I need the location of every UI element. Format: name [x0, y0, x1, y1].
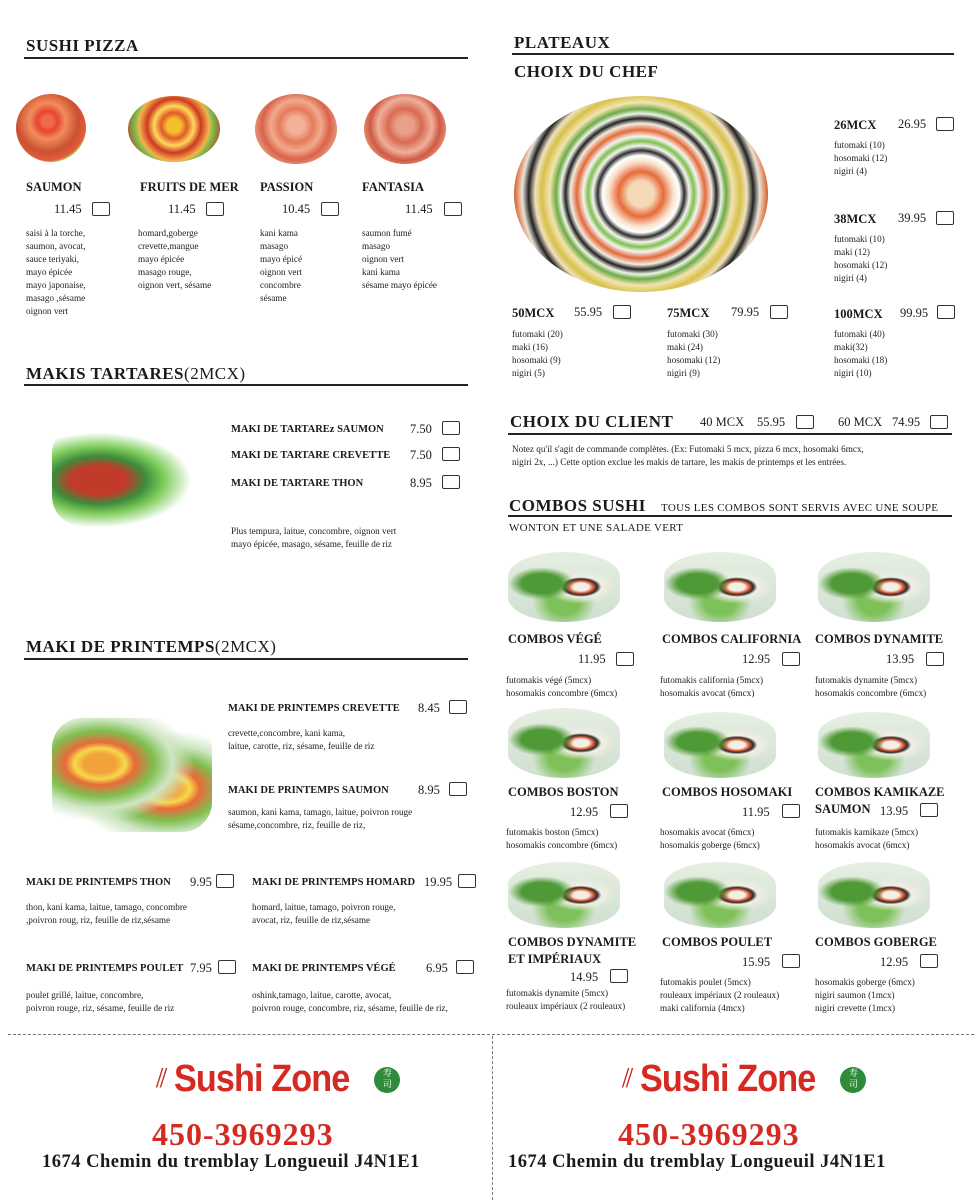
choix-client-rule	[508, 433, 952, 435]
sushi-pizza-title: SUSHI PIZZA	[26, 36, 139, 55]
coupon-right-logo	[622, 1058, 866, 1101]
printemps-homard-checkbox[interactable]	[458, 874, 476, 888]
maki-printemps-rule	[24, 658, 468, 660]
pizza-fruits-de-mer-image	[128, 96, 220, 162]
choix-client-opt1-checkbox[interactable]	[796, 415, 814, 429]
combos-rule	[508, 515, 952, 517]
choix-client-note: Notez qu'il s'agit de commande complètes. (Ex: Futomaki 5 mcx, pizza 6 mcx, hosomaki 6mcx, nigiri 2x, ...) Cette option exclue les makis de tartare, les makis de printemps et les entrées.	[512, 444, 864, 467]
printemps-vege-desc: oshink,tamago, laitue, carotte, avocat, poivron rouge, concombre, riz, sésame, feuille de riz,	[252, 990, 448, 1013]
combo-california-name: COMBOS CALIFORNIA	[662, 632, 802, 646]
tartare-saumon-price: 7.50	[410, 422, 432, 436]
pizza-saumon-price: 11.45	[54, 202, 82, 216]
makis-tartares-rule	[24, 384, 468, 386]
pizza-fantasia-name: FANTASIA	[362, 180, 425, 194]
combo-boston-price: 12.95	[570, 805, 599, 819]
combo-boston-desc: futomakis boston (5mcx) hosomakis concombre (6mcx)	[506, 827, 618, 850]
combo-imperiaux-name: COMBOS DYNAMITE	[508, 935, 637, 949]
combo-boston-checkbox[interactable]	[610, 804, 628, 818]
combo-vege-image	[508, 552, 620, 622]
combo-dynamite-name: COMBOS DYNAMITE	[815, 632, 944, 646]
printemps-saumon-checkbox[interactable]	[449, 782, 467, 796]
combo-goberge-price: 12.95	[880, 955, 909, 969]
combo-kamikaze-checkbox[interactable]	[920, 803, 938, 817]
coupon-cut-line	[8, 1034, 974, 1035]
coupon-right-address: 1674 Chemin du tremblay Longueuil J4N1E1	[508, 1152, 886, 1172]
coupon-left-phone: 450-3969293	[152, 1116, 334, 1152]
combo-hosomaki-checkbox[interactable]	[782, 804, 800, 818]
combo-hosomaki-name: COMBOS HOSOMAKI	[662, 785, 793, 799]
plateau-26-checkbox[interactable]	[936, 117, 954, 131]
pizza-fruits-de-mer-name: FRUITS DE MER	[140, 180, 239, 194]
printemps-vege-name: MAKI DE PRINTEMPS VÉGÉ	[252, 963, 396, 974]
maki-printemps-title: MAKI DE PRINTEMPS(2MCX)	[26, 637, 277, 656]
combo-dynamite-desc: futomakis dynamite (5mcx) hosomakis concombre (6mcx)	[815, 675, 927, 698]
combo-goberge-desc: hosomakis goberge (6mcx) nigiri saumon (1mcx) nigiri crevette (1mcx)	[815, 977, 915, 1013]
tartare-crevette-checkbox[interactable]	[442, 447, 460, 461]
tartare-crevette-price: 7.50	[410, 448, 432, 462]
printemps-crevette-checkbox[interactable]	[449, 700, 467, 714]
combo-boston-image	[508, 708, 620, 778]
choix-client-opt2-label: 60 MCX	[838, 415, 883, 429]
pizza-fantasia-price: 11.45	[405, 202, 433, 216]
combo-hosomaki-desc: hosomakis avocat (6mcx) hosomakis goberge (6mcx)	[660, 827, 760, 850]
combo-imperiaux-checkbox[interactable]	[610, 969, 628, 983]
pizza-saumon-name: SAUMON	[26, 180, 82, 194]
tartare-crevette-name: MAKI DE TARTARE CREVETTE	[231, 450, 391, 461]
plateau-100-price: 99.95	[900, 306, 929, 320]
plateau-100-desc: futomaki (40) maki(32) hosomaki (18) nigiri (10)	[834, 329, 888, 378]
pizza-saumon-checkbox[interactable]	[92, 202, 110, 216]
chopsticks-icon: ⫽	[622, 1064, 634, 1094]
printemps-vege-checkbox[interactable]	[456, 960, 474, 974]
combo-hosomaki-price: 11.95	[742, 805, 770, 819]
combo-california-checkbox[interactable]	[782, 652, 800, 666]
pizza-fruits-de-mer-price: 11.45	[168, 202, 196, 216]
choix-client-title: CHOIX DU CLIENT	[510, 412, 674, 431]
brand-name: Sushi Zone	[173, 1058, 349, 1100]
combo-poulet-desc: futomakis poulet (5mcx) rouleaux impériaux (2 rouleaux) maki california (4mcx)	[660, 977, 780, 1013]
plateau-38-checkbox[interactable]	[936, 211, 954, 225]
combo-vege-name: COMBOS VÉGÉ	[508, 632, 602, 646]
plateau-38-desc: futomaki (10) maki (12) hosomaki (12) nigiri (4)	[834, 234, 888, 283]
combo-dynamite-checkbox[interactable]	[926, 652, 944, 666]
printemps-saumon-price: 8.95	[418, 783, 440, 797]
combo-dynamite-price: 13.95	[886, 652, 915, 666]
tartare-desc: Plus tempura, laitue, concombre, oignon vert mayo épicée, masago, sésame, feuille de riz	[231, 526, 397, 549]
combo-kamikaze-name: COMBOS KAMIKAZE	[815, 785, 945, 799]
combo-goberge-image	[818, 862, 930, 928]
plateau-50-checkbox[interactable]	[613, 305, 631, 319]
printemps-homard-name: MAKI DE PRINTEMPS HOMARD	[252, 877, 416, 888]
combo-goberge-checkbox[interactable]	[920, 954, 938, 968]
spring-roll-image	[52, 718, 212, 832]
combo-imperiaux-desc: futomakis dynamite (5mcx) rouleaux impériaux (2 rouleaux)	[506, 988, 626, 1011]
printemps-crevette-name: MAKI DE PRINTEMPS CREVETTE	[228, 703, 400, 714]
plateau-75-desc: futomaki (30) maki (24) hosomaki (12) nigiri (9)	[667, 329, 721, 378]
combo-poulet-price: 15.95	[742, 955, 771, 969]
combo-california-desc: futomakis california (5mcx) hosomakis avocat (6mcx)	[660, 675, 764, 698]
pizza-passion-checkbox[interactable]	[321, 202, 339, 216]
combo-kamikaze-price: 13.95	[880, 804, 909, 818]
choix-client-opt1-label: 40 MCX	[700, 415, 745, 429]
printemps-thon-name: MAKI DE PRINTEMPS THON	[26, 877, 171, 888]
combos-title: COMBOS SUSHI	[509, 496, 646, 515]
combo-california-price: 12.95	[742, 652, 771, 666]
printemps-thon-checkbox[interactable]	[216, 874, 234, 888]
combo-vege-checkbox[interactable]	[616, 652, 634, 666]
tartare-thon-checkbox[interactable]	[442, 475, 460, 489]
choix-client-opt2-price: 74.95	[892, 415, 921, 429]
pizza-passion-name: PASSION	[260, 180, 314, 194]
plateau-50-desc: futomaki (20) maki (16) hosomaki (9) nigiri (5)	[512, 329, 563, 378]
plateaux-title: PLATEAUX	[514, 33, 611, 52]
printemps-poulet-desc: poulet grillé, laitue, concombre, poivron rouge, riz, sésame, feuille de riz	[26, 990, 175, 1013]
pizza-fantasia-image	[364, 94, 446, 164]
combo-imperiaux-name2: ET IMPÉRIAUX	[508, 952, 602, 966]
combo-california-image	[664, 552, 776, 622]
combo-imperiaux-image	[508, 862, 620, 928]
tartare-thon-price: 8.95	[410, 476, 432, 490]
printemps-thon-desc: thon, kani kama, laitue, tamago, concombre ,poivron roug, riz, feuille de riz,sésame	[26, 902, 187, 925]
pizza-saumon-desc: saisi à la torche, saumon, avocat, sauce teriyaki, mayo épicée mayo japonaise, masago ,sésame oignon vert	[26, 228, 86, 316]
combo-vege-price: 11.95	[578, 652, 606, 666]
chopsticks-icon: ⫽	[156, 1064, 168, 1094]
printemps-poulet-price: 7.95	[190, 961, 212, 975]
combo-kamikaze-image	[818, 712, 930, 778]
combo-poulet-image	[664, 862, 776, 928]
printemps-saumon-desc: saumon, kani kama, tamago, laitue, poivron rouge sésame,concombre, riz, feuille de riz,	[228, 807, 413, 830]
printemps-crevette-desc: crevette,concombre, kani kama, laitue, carotte, riz, sésame, feuille de riz	[228, 728, 375, 751]
pizza-fruits-de-mer-checkbox[interactable]	[206, 202, 224, 216]
combo-vege-desc: futomakis végé (5mcx) hosomakis concombre (6mcx)	[506, 675, 618, 698]
printemps-homard-price: 19.95	[424, 875, 453, 889]
tartare-thon-name: MAKI DE TARTARE THON	[231, 478, 364, 489]
combo-dynamite-image	[818, 552, 930, 622]
tartare-saumon-checkbox[interactable]	[442, 421, 460, 435]
sushi-badge-icon: 寿 司	[374, 1067, 400, 1093]
plateau-26-price: 26.95	[898, 117, 927, 131]
combos-title-note2: WONTON ET UNE SALADE VERT	[509, 522, 684, 534]
plateau-100-checkbox[interactable]	[937, 305, 955, 319]
printemps-saumon-name: MAKI DE PRINTEMPS SAUMON	[228, 785, 389, 796]
printemps-crevette-price: 8.45	[418, 701, 440, 715]
combo-imperiaux-price: 14.95	[570, 970, 599, 984]
combo-goberge-name: COMBOS GOBERGE	[815, 935, 937, 949]
printemps-poulet-name: MAKI DE PRINTEMPS POULET	[26, 963, 184, 974]
combo-kamikaze-desc: futomakis kamikaze (5mcx) hosomakis avocat (6mcx)	[815, 827, 919, 850]
combo-poulet-checkbox[interactable]	[782, 954, 800, 968]
brand-name: Sushi Zone	[639, 1058, 815, 1100]
printemps-vege-price: 6.95	[426, 961, 448, 975]
printemps-homard-desc: homard, laitue, tamago, poivron rouge, avocat, riz, feuille de riz,sésame	[252, 902, 396, 925]
plateau-38-name: 38MCX	[834, 212, 877, 226]
coupon-divider	[492, 1036, 493, 1200]
plateau-75-name: 75MCX	[667, 306, 710, 320]
combo-boston-name: COMBOS BOSTON	[508, 785, 619, 799]
sushi-platter-image	[514, 96, 768, 292]
choix-client-opt1-price: 55.95	[757, 415, 786, 429]
plateaux-rule	[512, 53, 954, 55]
combo-poulet-name: COMBOS POULET	[662, 935, 773, 949]
pizza-fruits-de-mer-desc: homard,goberge crevette,mangue mayo épicée masago rouge, oignon vert, sésame	[138, 228, 212, 290]
sushi-badge-icon: 寿 司	[840, 1067, 866, 1093]
combo-hosomaki-image	[664, 712, 776, 778]
plateau-26-desc: futomaki (10) hosomaki (12) nigiri (4)	[834, 140, 888, 176]
pizza-passion-desc: kani kama masago mayo épicé oignon vert concombre sésame	[260, 228, 303, 303]
pizza-fantasia-desc: saumon fumé masago oignon vert kani kama sésame mayo épicée	[362, 228, 437, 290]
coupon-right-phone: 450-3969293	[618, 1116, 800, 1152]
plateau-75-price: 79.95	[731, 305, 760, 319]
printemps-thon-price: 9.95	[190, 875, 212, 889]
plateau-100-name: 100MCX	[834, 307, 883, 321]
printemps-poulet-checkbox[interactable]	[218, 960, 236, 974]
sushi-pizza-rule	[24, 57, 468, 59]
plateau-75-checkbox[interactable]	[770, 305, 788, 319]
makis-tartares-title: MAKIS TARTARES(2MCX)	[26, 364, 246, 383]
coupon-left-address: 1674 Chemin du tremblay Longueuil J4N1E1	[42, 1152, 420, 1172]
tartare-maki-image	[52, 424, 208, 526]
choix-client-opt2-checkbox[interactable]	[930, 415, 948, 429]
pizza-passion-image	[255, 94, 337, 164]
combos-title-note: TOUS LES COMBOS SONT SERVIS AVEC UNE SOUPE	[661, 502, 939, 514]
plateaux-subtitle: CHOIX DU CHEF	[514, 62, 659, 81]
plateau-50-price: 55.95	[574, 305, 603, 319]
pizza-passion-price: 10.45	[282, 202, 311, 216]
pizza-saumon-image	[16, 94, 86, 162]
tartare-saumon-name: MAKI DE TARTAREz SAUMON	[231, 424, 384, 435]
plateau-50-name: 50MCX	[512, 306, 555, 320]
pizza-fantasia-checkbox[interactable]	[444, 202, 462, 216]
coupon-left-logo	[156, 1058, 400, 1101]
combo-kamikaze-name2: SAUMON	[815, 802, 871, 816]
plateau-26-name: 26MCX	[834, 118, 877, 132]
plateau-38-price: 39.95	[898, 211, 927, 225]
